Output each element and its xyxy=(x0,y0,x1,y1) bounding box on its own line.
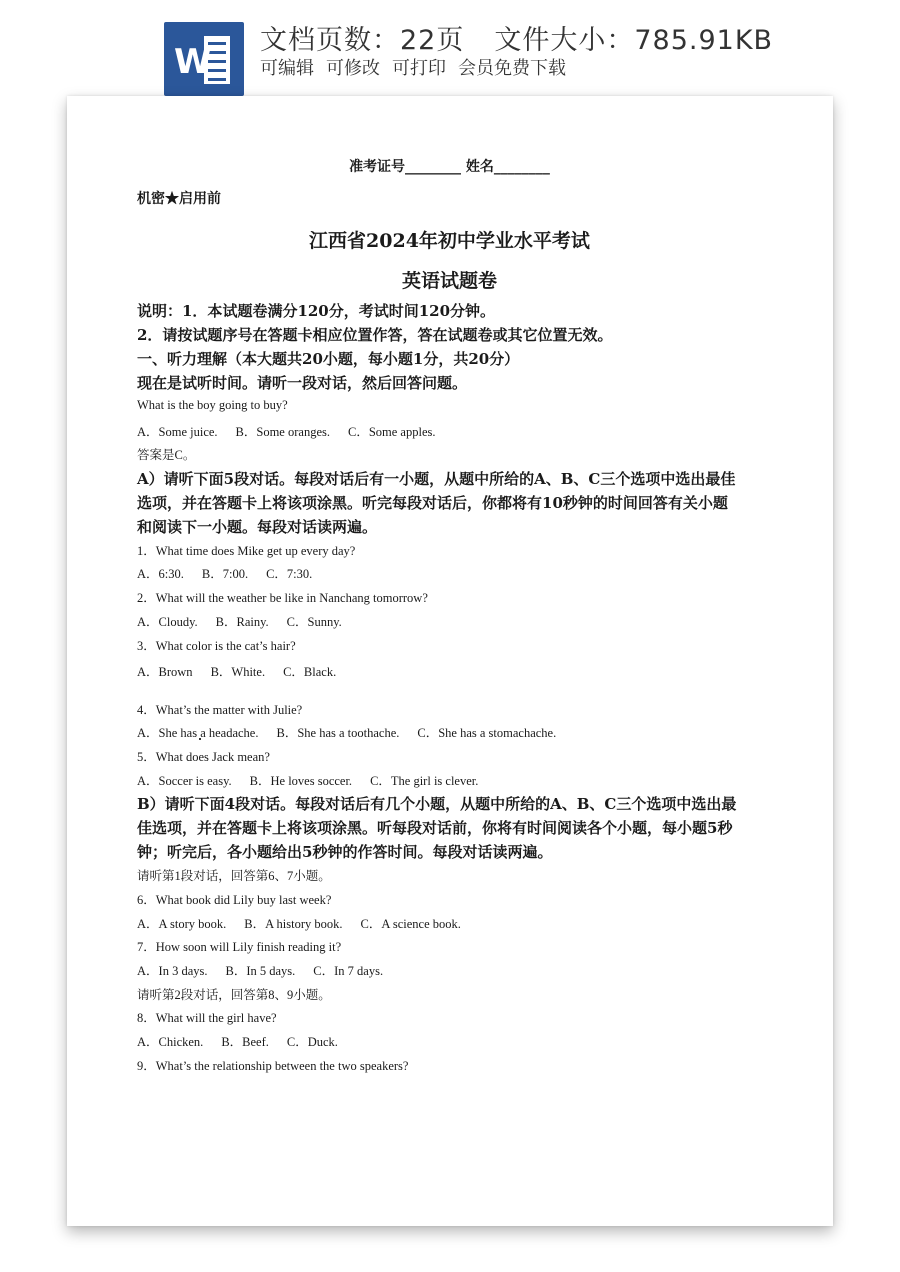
secret-label: 机密★启用前 xyxy=(137,191,221,207)
feature-download: 会员免费下载 xyxy=(458,58,566,79)
option-a: A．In 3 days. xyxy=(137,964,208,978)
option-b: B．Some oranges. xyxy=(235,425,330,439)
file-size: 文件大小：785.91KB xyxy=(494,25,774,56)
section-heading-listening: 一、听力理解（本大题共20小题，每小题1分，共20分） xyxy=(137,350,520,368)
option-b: B．White. xyxy=(210,665,266,679)
question-7-options xyxy=(137,961,383,979)
question-3: 3．What color is the cat’s hair? xyxy=(137,639,296,653)
part-a-instruction-2: 选项，并在答题卡上将该项涂黑。听完每段对话后，你都将有10秒钟的时间回答有关小题 xyxy=(137,494,728,512)
part-b-instruction-1: B）请听下面4段对话。每段对话后有几个小题，从题中所给的A、B、C三个选项中选出最 xyxy=(137,795,737,813)
instruction-1: 说明：1．本试题卷满分120分，考试时间120分钟。 xyxy=(137,302,496,320)
option-b: B．7:00. xyxy=(201,567,249,581)
example-question: What is the boy going to buy? xyxy=(137,398,288,412)
option-c: C．The girl is clever. xyxy=(370,774,479,788)
question-6-options xyxy=(137,914,461,932)
trial-instruction: 现在是试听时间。请听一段对话，然后回答问题。 xyxy=(137,374,468,392)
option-c: C．7:30. xyxy=(266,567,313,581)
instruction-2: 2．请按试题序号在答题卡相应位置作答，答在试题卷或其它位置无效。 xyxy=(137,326,613,344)
dialog-2-instruction: 请听第2段对话，回答第8、9小题。 xyxy=(137,988,331,1002)
option-c: C．A science book. xyxy=(360,917,461,931)
option-b: B．Rainy. xyxy=(215,615,269,629)
banner-features xyxy=(260,54,578,80)
question-1-options xyxy=(137,564,312,582)
option-b: B．In 5 days. xyxy=(225,964,296,978)
question-5: 5．What does Jack mean? xyxy=(137,750,270,764)
example-options xyxy=(137,422,435,440)
question-8-options xyxy=(137,1032,338,1050)
question-7: 7．How soon will Lily finish reading it? xyxy=(137,940,342,954)
option-c: C．Black. xyxy=(283,665,337,679)
option-a: A．Soccer is easy. xyxy=(137,774,232,788)
question-4-options xyxy=(137,723,556,741)
option-c: C．In 7 days. xyxy=(313,964,384,978)
part-b-instruction-2: 佳选项，并在答题卡上将该项涂黑。听每段对话前，你将有时间阅读各个小题，每小题5秒 xyxy=(137,819,733,837)
option-c: C．Sunny. xyxy=(286,615,342,629)
document-page xyxy=(67,96,833,1226)
exam-id-name-line: 准考证号________ 姓名________ xyxy=(349,159,550,175)
exam-subtitle: 英语试题卷 xyxy=(401,270,497,292)
feature-printable: 可打印 xyxy=(392,58,446,79)
feature-modifiable: 可修改 xyxy=(326,58,380,79)
word-document-icon: W xyxy=(164,22,244,96)
option-a: A．She has a headache. xyxy=(137,726,259,740)
option-b: B．She has a toothache. xyxy=(276,726,400,740)
option-a: A．Cloudy. xyxy=(137,615,198,629)
page-count: 文档页数：22页 xyxy=(260,25,465,56)
option-a: A．Some juice. xyxy=(137,425,218,439)
question-2: 2．What will the weather be like in Nanchang tomorrow? xyxy=(137,591,428,605)
dialog-1-instruction: 请听第1段对话，回答第6、7小题。 xyxy=(137,869,331,883)
part-a-instruction-1: A）请听下面5段对话。每段对话后有一小题，从题中所给的A、B、C三个选项中选出最佳 xyxy=(137,470,736,488)
exam-title: 江西省2024年初中学业水平考试 xyxy=(309,230,590,252)
option-c: C．She has a stomachache. xyxy=(417,726,557,740)
option-b: B．A history book. xyxy=(244,917,343,931)
option-c: C．Duck. xyxy=(286,1035,338,1049)
example-answer: 答案是C。 xyxy=(137,448,196,462)
option-a: A．Brown xyxy=(137,665,193,679)
question-3-options xyxy=(137,662,336,680)
part-a-instruction-3: 和阅读下一小题。每段对话读两遍。 xyxy=(137,518,378,536)
part-b-instruction-3: 钟；听完后，各小题给出5秒钟的作答时间。每段对话读两遍。 xyxy=(137,843,553,861)
question-6: 6．What book did Lily buy last week? xyxy=(137,893,332,907)
feature-editable: 可编辑 xyxy=(260,58,314,79)
option-b: B．He loves soccer. xyxy=(249,774,353,788)
question-8: 8．What will the girl have? xyxy=(137,1011,277,1025)
question-5-options xyxy=(137,771,478,789)
option-c: C．Some apples. xyxy=(347,425,436,439)
option-b: B．Beef. xyxy=(221,1035,269,1049)
option-a: A．6:30. xyxy=(137,567,184,581)
question-2-options xyxy=(137,612,342,630)
question-4: 4．What’s the matter with Julie? xyxy=(137,703,303,717)
banner-title xyxy=(260,18,773,57)
option-a: A．Chicken. xyxy=(137,1035,204,1049)
question-9: 9．What’s the relationship between the two speakers? xyxy=(137,1059,409,1073)
option-a: A．A story book. xyxy=(137,917,227,931)
question-1: 1．What time does Mike get up every day? xyxy=(137,544,356,558)
document-banner xyxy=(0,0,900,96)
